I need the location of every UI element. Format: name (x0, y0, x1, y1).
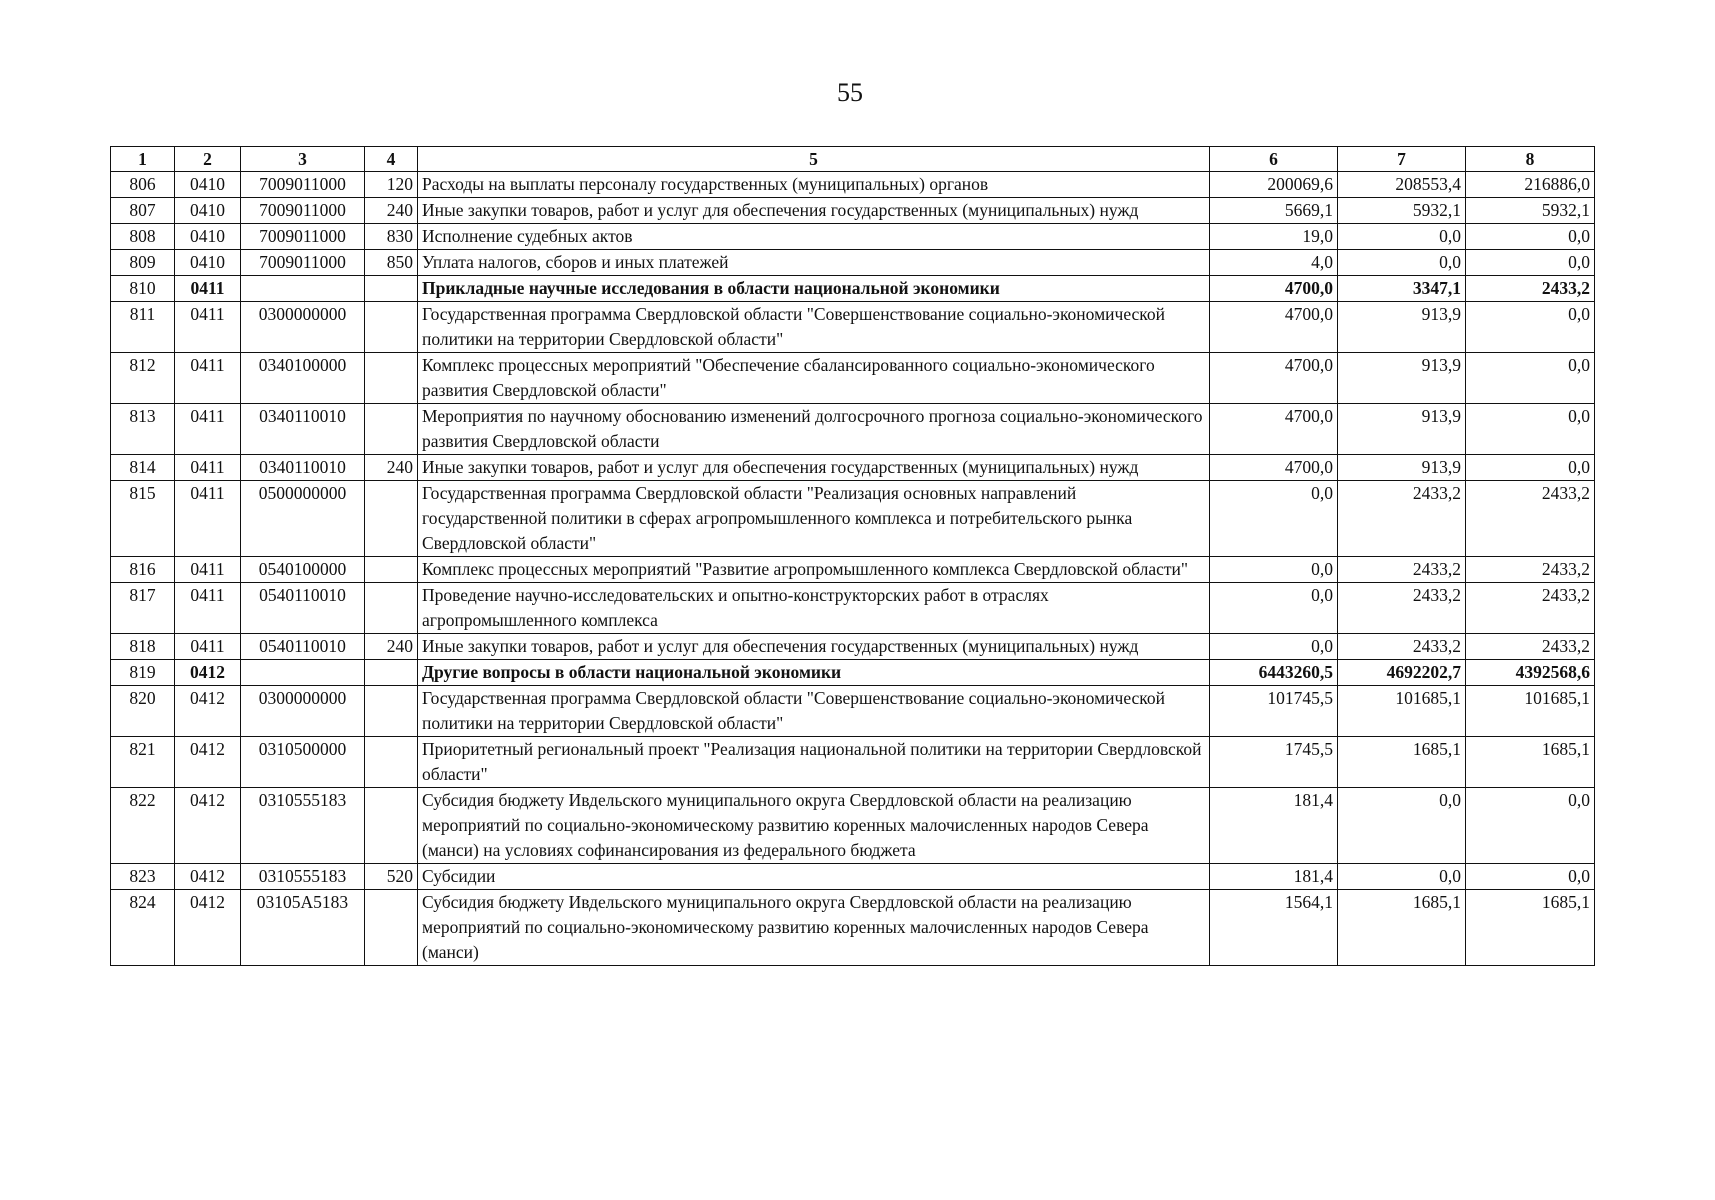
target-code-cell: 0300000000 (241, 302, 365, 353)
amount-col8-cell: 2433,2 (1466, 276, 1595, 302)
header-cell: 6 (1210, 147, 1338, 172)
target-code-cell: 7009011000 (241, 172, 365, 198)
amount-col8-cell: 0,0 (1466, 250, 1595, 276)
item-name-cell: Государственная программа Свердловской области "Совершенствование социально-экономической политики на территории Свердловской области" (418, 686, 1210, 737)
row-number-cell: 812 (111, 353, 175, 404)
section-code-cell: 0410 (175, 250, 241, 276)
section-code-cell: 0411 (175, 404, 241, 455)
amount-col8-cell: 2433,2 (1466, 481, 1595, 557)
target-code-cell: 7009011000 (241, 224, 365, 250)
row-number-cell: 823 (111, 864, 175, 890)
row-number-cell: 810 (111, 276, 175, 302)
expense-type-cell (365, 660, 418, 686)
expense-type-cell: 830 (365, 224, 418, 250)
amount-col6-cell: 0,0 (1210, 634, 1338, 660)
target-code-cell: 0340100000 (241, 353, 365, 404)
section-code-cell: 0411 (175, 557, 241, 583)
target-code-cell: 0310555183 (241, 864, 365, 890)
amount-col8-cell: 101685,1 (1466, 686, 1595, 737)
amount-col8-cell: 216886,0 (1466, 172, 1595, 198)
section-code-cell: 0412 (175, 864, 241, 890)
table-row (111, 583, 1595, 634)
item-name-cell: Иные закупки товаров, работ и услуг для обеспечения государственных (муниципальных) нужд (418, 634, 1210, 660)
expense-type-cell (365, 788, 418, 864)
row-number-cell: 815 (111, 481, 175, 557)
table-row (111, 455, 1595, 481)
row-number-cell: 824 (111, 890, 175, 966)
amount-col6-cell: 4700,0 (1210, 455, 1338, 481)
amount-col6-cell: 1745,5 (1210, 737, 1338, 788)
amount-col7-cell: 2433,2 (1338, 634, 1466, 660)
expense-type-cell (365, 583, 418, 634)
amount-col8-cell: 5932,1 (1466, 198, 1595, 224)
header-cell: 7 (1338, 147, 1466, 172)
item-name-cell: Уплата налогов, сборов и иных платежей (418, 250, 1210, 276)
row-number-cell: 820 (111, 686, 175, 737)
amount-col7-cell: 3347,1 (1338, 276, 1466, 302)
row-number-cell: 816 (111, 557, 175, 583)
amount-col8-cell: 4392568,6 (1466, 660, 1595, 686)
section-code-cell: 0412 (175, 686, 241, 737)
expense-type-cell: 120 (365, 172, 418, 198)
section-code-cell: 0412 (175, 737, 241, 788)
table-row (111, 737, 1595, 788)
row-number-cell: 818 (111, 634, 175, 660)
table-row (111, 890, 1595, 966)
target-code-cell: 7009011000 (241, 198, 365, 224)
target-code-cell: 03105А5183 (241, 890, 365, 966)
amount-col8-cell: 2433,2 (1466, 634, 1595, 660)
target-code-cell: 7009011000 (241, 250, 365, 276)
amount-col8-cell: 2433,2 (1466, 583, 1595, 634)
target-code-cell: 0310555183 (241, 788, 365, 864)
amount-col8-cell: 0,0 (1466, 864, 1595, 890)
section-code-cell: 0411 (175, 276, 241, 302)
table-row (111, 276, 1595, 302)
section-code-cell: 0411 (175, 455, 241, 481)
amount-col6-cell: 181,4 (1210, 864, 1338, 890)
item-name-cell: Проведение научно-исследовательских и опытно-конструкторских работ в отраслях агропромышленного комплекса (418, 583, 1210, 634)
row-number-cell: 814 (111, 455, 175, 481)
amount-col7-cell: 913,9 (1338, 353, 1466, 404)
amount-col8-cell: 2433,2 (1466, 557, 1595, 583)
table-row (111, 404, 1595, 455)
item-name-cell: Мероприятия по научному обоснованию изменений долгосрочного прогноза социально-экономического развития Свердловской области (418, 404, 1210, 455)
expense-type-cell: 240 (365, 634, 418, 660)
amount-col7-cell: 4692202,7 (1338, 660, 1466, 686)
target-code-cell: 0500000000 (241, 481, 365, 557)
target-code-cell (241, 660, 365, 686)
header-cell: 8 (1466, 147, 1595, 172)
amount-col6-cell: 200069,6 (1210, 172, 1338, 198)
table-row (111, 634, 1595, 660)
row-number-cell: 817 (111, 583, 175, 634)
section-code-cell: 0412 (175, 788, 241, 864)
section-code-cell: 0410 (175, 172, 241, 198)
section-code-cell: 0411 (175, 302, 241, 353)
amount-col8-cell: 0,0 (1466, 455, 1595, 481)
item-name-cell: Другие вопросы в области национальной экономики (418, 660, 1210, 686)
table-row (111, 250, 1595, 276)
item-name-cell: Иные закупки товаров, работ и услуг для обеспечения государственных (муниципальных) нужд (418, 455, 1210, 481)
amount-col7-cell: 2433,2 (1338, 583, 1466, 634)
amount-col6-cell: 0,0 (1210, 557, 1338, 583)
amount-col7-cell: 0,0 (1338, 224, 1466, 250)
page-number: 55 (837, 78, 863, 107)
header-cell: 3 (241, 147, 365, 172)
amount-col6-cell: 0,0 (1210, 583, 1338, 634)
amount-col6-cell: 4700,0 (1210, 276, 1338, 302)
budget-table (110, 146, 1595, 966)
header-cell: 1 (111, 147, 175, 172)
amount-col6-cell: 1564,1 (1210, 890, 1338, 966)
amount-col7-cell: 2433,2 (1338, 557, 1466, 583)
section-code-cell: 0411 (175, 634, 241, 660)
item-name-cell: Комплекс процессных мероприятий "Развитие агропромышленного комплекса Свердловской области" (418, 557, 1210, 583)
target-code-cell: 0540110010 (241, 583, 365, 634)
item-name-cell: Иные закупки товаров, работ и услуг для обеспечения государственных (муниципальных) нужд (418, 198, 1210, 224)
table-row (111, 481, 1595, 557)
amount-col8-cell: 0,0 (1466, 404, 1595, 455)
amount-col6-cell: 4700,0 (1210, 404, 1338, 455)
item-name-cell: Субсидия бюджету Ивдельского муниципального округа Свердловской области на реализацию мероприятий по социально-экономическому развитию коренных малочисленных народов Севера (манси) (418, 890, 1210, 966)
amount-col8-cell: 1685,1 (1466, 890, 1595, 966)
amount-col7-cell: 913,9 (1338, 404, 1466, 455)
item-name-cell: Субсидии (418, 864, 1210, 890)
item-name-cell: Государственная программа Свердловской области "Совершенствование социально-экономической политики на территории Свердловской области" (418, 302, 1210, 353)
row-number-cell: 809 (111, 250, 175, 276)
row-number-cell: 821 (111, 737, 175, 788)
target-code-cell: 0340110010 (241, 455, 365, 481)
row-number-cell: 811 (111, 302, 175, 353)
expense-type-cell (365, 481, 418, 557)
table-row (111, 353, 1595, 404)
expense-type-cell: 520 (365, 864, 418, 890)
row-number-cell: 813 (111, 404, 175, 455)
section-code-cell: 0411 (175, 583, 241, 634)
item-name-cell: Исполнение судебных актов (418, 224, 1210, 250)
expense-type-cell: 850 (365, 250, 418, 276)
table-row (111, 198, 1595, 224)
amount-col7-cell: 0,0 (1338, 250, 1466, 276)
item-name-cell: Приоритетный региональный проект "Реализация национальной политики на территории Свердловской области" (418, 737, 1210, 788)
header-cell: 4 (365, 147, 418, 172)
table-row (111, 557, 1595, 583)
amount-col7-cell: 0,0 (1338, 788, 1466, 864)
amount-col7-cell: 101685,1 (1338, 686, 1466, 737)
amount-col7-cell: 208553,4 (1338, 172, 1466, 198)
item-name-cell: Расходы на выплаты персоналу государственных (муниципальных) органов (418, 172, 1210, 198)
amount-col7-cell: 0,0 (1338, 864, 1466, 890)
table-row (111, 302, 1595, 353)
expense-type-cell (365, 686, 418, 737)
section-code-cell: 0412 (175, 890, 241, 966)
section-code-cell: 0410 (175, 198, 241, 224)
table-row (111, 788, 1595, 864)
amount-col6-cell: 4,0 (1210, 250, 1338, 276)
row-number-cell: 822 (111, 788, 175, 864)
target-code-cell: 0540100000 (241, 557, 365, 583)
expense-type-cell (365, 737, 418, 788)
target-code-cell: 0310500000 (241, 737, 365, 788)
expense-type-cell (365, 890, 418, 966)
amount-col7-cell: 1685,1 (1338, 737, 1466, 788)
header-cell: 5 (418, 147, 1210, 172)
section-code-cell: 0411 (175, 353, 241, 404)
amount-col7-cell: 5932,1 (1338, 198, 1466, 224)
amount-col7-cell: 913,9 (1338, 302, 1466, 353)
table-row (111, 172, 1595, 198)
amount-col8-cell: 0,0 (1466, 224, 1595, 250)
table-row (111, 686, 1595, 737)
table-row (111, 660, 1595, 686)
row-number-cell: 808 (111, 224, 175, 250)
row-number-cell: 819 (111, 660, 175, 686)
table-header-row (111, 147, 1595, 172)
amount-col8-cell: 0,0 (1466, 353, 1595, 404)
table-row (111, 864, 1595, 890)
expense-type-cell: 240 (365, 455, 418, 481)
expense-type-cell: 240 (365, 198, 418, 224)
amount-col8-cell: 0,0 (1466, 302, 1595, 353)
amount-col8-cell: 1685,1 (1466, 737, 1595, 788)
amount-col7-cell: 2433,2 (1338, 481, 1466, 557)
section-code-cell: 0411 (175, 481, 241, 557)
row-number-cell: 807 (111, 198, 175, 224)
section-code-cell: 0412 (175, 660, 241, 686)
amount-col7-cell: 1685,1 (1338, 890, 1466, 966)
expense-type-cell (365, 353, 418, 404)
expense-type-cell (365, 404, 418, 455)
amount-col8-cell: 0,0 (1466, 788, 1595, 864)
expense-type-cell (365, 557, 418, 583)
amount-col6-cell: 19,0 (1210, 224, 1338, 250)
section-code-cell: 0410 (175, 224, 241, 250)
amount-col6-cell: 181,4 (1210, 788, 1338, 864)
table-body (111, 172, 1595, 966)
amount-col6-cell: 4700,0 (1210, 353, 1338, 404)
item-name-cell: Комплекс процессных мероприятий "Обеспечение сбалансированного социально-экономического развития Свердловской области" (418, 353, 1210, 404)
item-name-cell: Государственная программа Свердловской области "Реализация основных направлений государственной политики в сферах агропромышленного комплекса и потребительского рынка Свердловской области" (418, 481, 1210, 557)
target-code-cell (241, 276, 365, 302)
table-row (111, 224, 1595, 250)
amount-col6-cell: 6443260,5 (1210, 660, 1338, 686)
expense-type-cell (365, 302, 418, 353)
amount-col6-cell: 5669,1 (1210, 198, 1338, 224)
target-code-cell: 0300000000 (241, 686, 365, 737)
item-name-cell: Прикладные научные исследования в области национальной экономики (418, 276, 1210, 302)
expense-type-cell (365, 276, 418, 302)
target-code-cell: 0540110010 (241, 634, 365, 660)
amount-col7-cell: 913,9 (1338, 455, 1466, 481)
header-cell: 2 (175, 147, 241, 172)
target-code-cell: 0340110010 (241, 404, 365, 455)
amount-col6-cell: 101745,5 (1210, 686, 1338, 737)
row-number-cell: 806 (111, 172, 175, 198)
amount-col6-cell: 4700,0 (1210, 302, 1338, 353)
item-name-cell: Субсидия бюджету Ивдельского муниципального округа Свердловской области на реализацию мероприятий по социально-экономическому развитию коренных малочисленных народов Севера (манси) на условиях софинансирования из федерального бюджета (418, 788, 1210, 864)
amount-col6-cell: 0,0 (1210, 481, 1338, 557)
